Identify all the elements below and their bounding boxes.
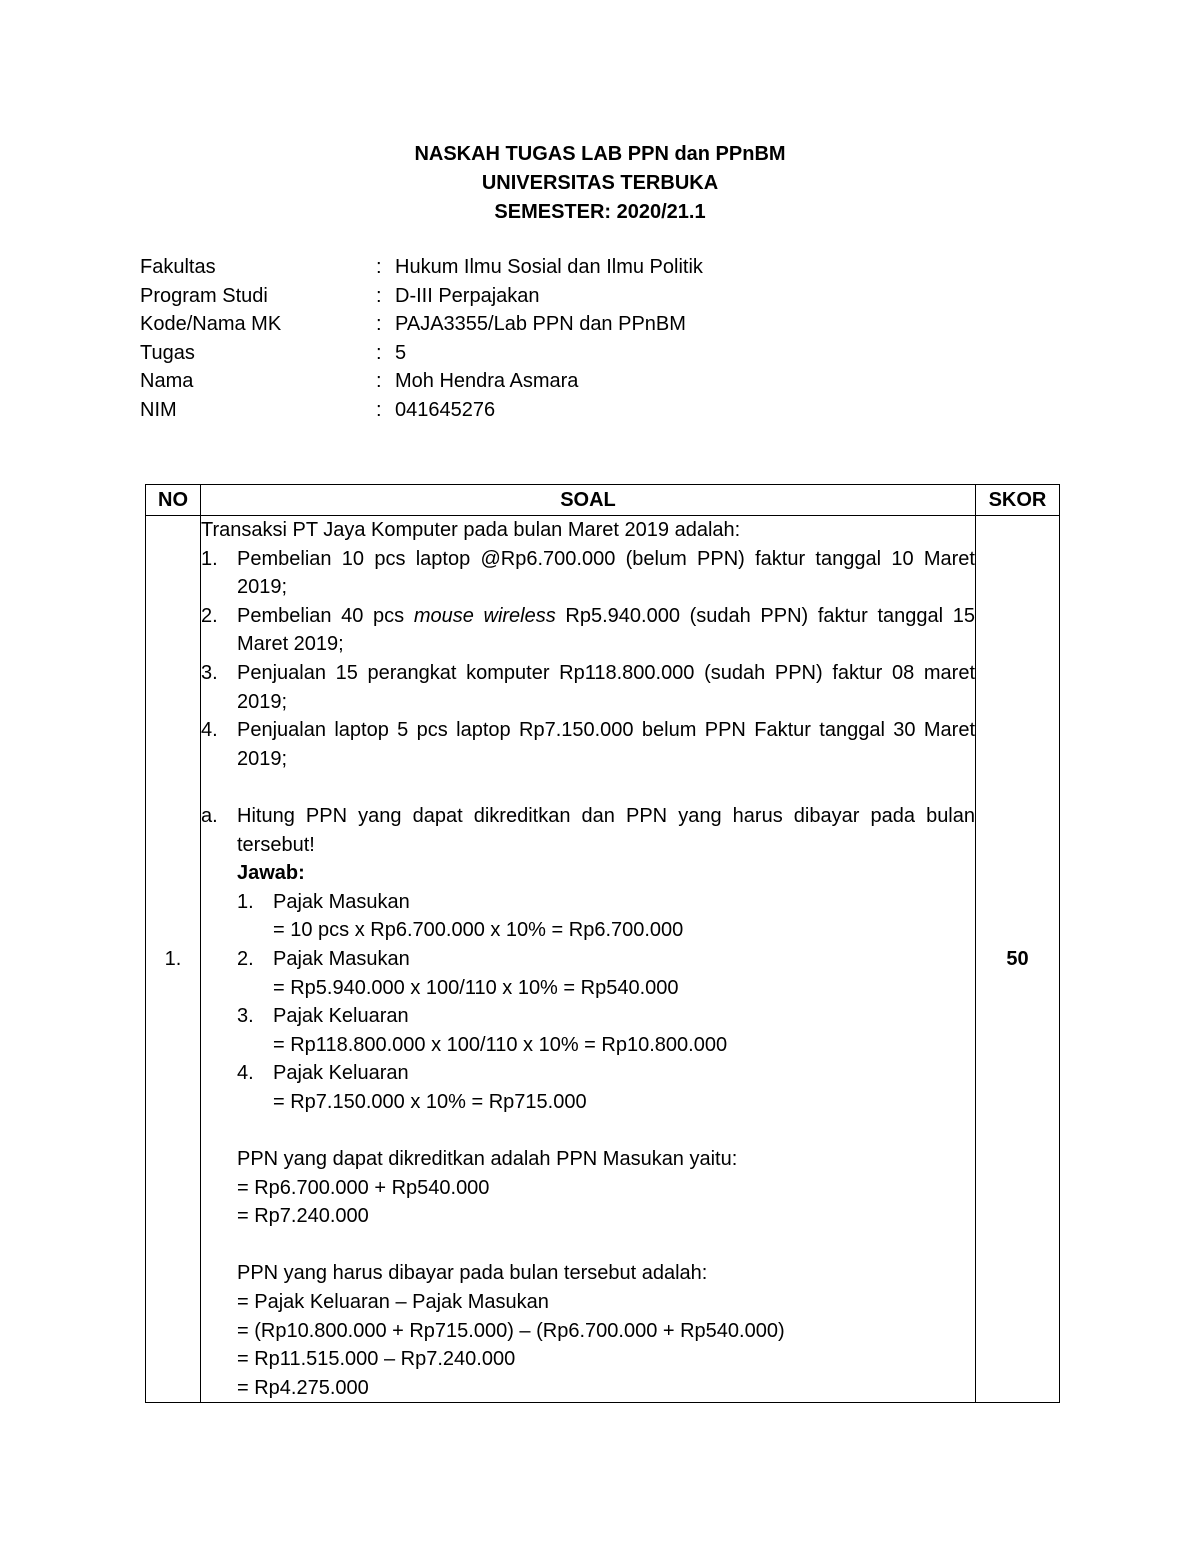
bayar-line: = (Rp10.800.000 + Rp715.000) – (Rp6.700.000 + Rp540.000) <box>237 1319 785 1342</box>
info-value: 041645276 <box>395 398 496 421</box>
item-number: 2. <box>201 604 218 627</box>
doc-title: NASKAH TUGAS LAB PPN dan PPnBM <box>414 143 786 165</box>
bayar-line: = Rp4.275.000 <box>237 1376 369 1399</box>
answer-calc: = Rp7.150.000 x 10% = Rp715.000 <box>273 1090 587 1113</box>
score-value: 50 <box>976 516 1060 1403</box>
question-table <box>145 484 1060 1403</box>
info-value: 5 <box>395 341 407 364</box>
answer-item <box>237 1002 975 1059</box>
kredit-line: PPN yang dapat dikreditkan adalah PPN Masukan yaitu: <box>237 1148 738 1171</box>
item-text-italic: mouse wireless <box>413 604 556 627</box>
answer-label: Jawab: <box>237 862 305 885</box>
answer-number: 2. <box>237 947 254 970</box>
transaction-item <box>201 545 975 602</box>
transaction-item <box>201 659 975 716</box>
transaction-item <box>201 716 975 773</box>
item-text: Penjualan 15 perangkat komputer Rp118.800.000 (sudah PPN) faktur 08 maret 2019; <box>237 661 975 713</box>
item-text: Pembelian 40 pcs <box>237 604 414 627</box>
answer-item <box>237 1059 975 1116</box>
question-intro: Transaksi PT Jaya Komputer pada bulan Maret 2019 adalah: <box>201 519 741 541</box>
info-label: Tugas <box>140 341 195 364</box>
kredit-line: = Rp7.240.000 <box>237 1205 369 1228</box>
table-row <box>146 516 1060 1403</box>
bayar-line: PPN yang harus dibayar pada bulan tersebut adalah: <box>237 1262 708 1285</box>
info-colon: : <box>376 284 382 307</box>
answer-calc: = Rp118.800.000 x 100/110 x 10% = Rp10.800.000 <box>273 1033 728 1056</box>
semester-label: SEMESTER: 2020/21.1 <box>494 201 706 223</box>
answer-item <box>237 945 975 1002</box>
answer-title: Pajak Masukan <box>273 890 410 913</box>
info-label: Kode/Nama MK <box>140 313 282 336</box>
header-soal: SOAL <box>201 485 976 516</box>
info-value: D-III Perpajakan <box>395 284 540 307</box>
answer-block <box>201 859 975 1402</box>
info-label: Fakultas <box>140 256 216 278</box>
answer-title: Pajak Keluaran <box>273 1062 409 1085</box>
answer-number: 1. <box>237 890 254 913</box>
kredit-line: = Rp6.700.000 + Rp540.000 <box>237 1176 490 1199</box>
item-text: Rp5.940.000 (sudah PPN) faktur tanggal 15 Maret 2019; <box>237 604 976 656</box>
bayar-line: = Rp11.515.000 – Rp7.240.000 <box>237 1348 516 1371</box>
transaction-item <box>201 602 975 659</box>
info-value: Moh Hendra Asmara <box>395 370 579 393</box>
info-label: Program Studi <box>140 284 268 307</box>
info-value: Hukum Ilmu Sosial dan Ilmu Politik <box>395 256 703 278</box>
answer-calc: = Rp5.940.000 x 100/110 x 10% = Rp540.000 <box>273 976 679 999</box>
item-number: 1. <box>201 547 218 570</box>
item-number: 4. <box>201 719 218 742</box>
answer-calc: = 10 pcs x Rp6.700.000 x 10% = Rp6.700.000 <box>273 919 684 942</box>
answer-number: 3. <box>237 1005 254 1028</box>
item-number: 3. <box>201 661 218 684</box>
question-item <box>201 802 975 859</box>
question-letter: a. <box>201 804 218 827</box>
question-cell <box>201 516 976 1403</box>
answer-number: 4. <box>237 1062 254 1085</box>
answer-title: Pajak Keluaran <box>273 1005 409 1028</box>
info-colon: : <box>376 370 382 393</box>
university-name: UNIVERSITAS TERBUKA <box>481 172 719 194</box>
info-label: Nama <box>140 370 194 393</box>
header-no: NO <box>146 485 201 516</box>
bayar-line: = Pajak Keluaran – Pajak Masukan <box>237 1291 549 1314</box>
info-colon: : <box>376 398 382 421</box>
question-text: Hitung PPN yang dapat dikreditkan dan PPN yang harus dibayar pada bulan tersebut! <box>237 804 975 856</box>
row-number: 1. <box>146 516 201 1403</box>
answer-title: Pajak Masukan <box>273 947 410 970</box>
info-colon: : <box>376 341 382 364</box>
table-header-row <box>146 485 1060 516</box>
info-colon: : <box>376 313 382 336</box>
answer-item <box>237 888 975 945</box>
info-colon: : <box>376 256 382 278</box>
info-value: PAJA3355/Lab PPN dan PPnBM <box>395 313 686 336</box>
item-text: Penjualan laptop 5 pcs laptop Rp7.150.000 belum PPN Faktur tanggal 30 Maret 2019; <box>237 719 975 770</box>
item-text: Pembelian 10 pcs laptop @Rp6.700.000 (belum PPN) faktur tanggal 10 Maret 2019; <box>237 547 975 599</box>
info-label: NIM <box>140 398 177 421</box>
header-skor: SKOR <box>976 485 1060 516</box>
